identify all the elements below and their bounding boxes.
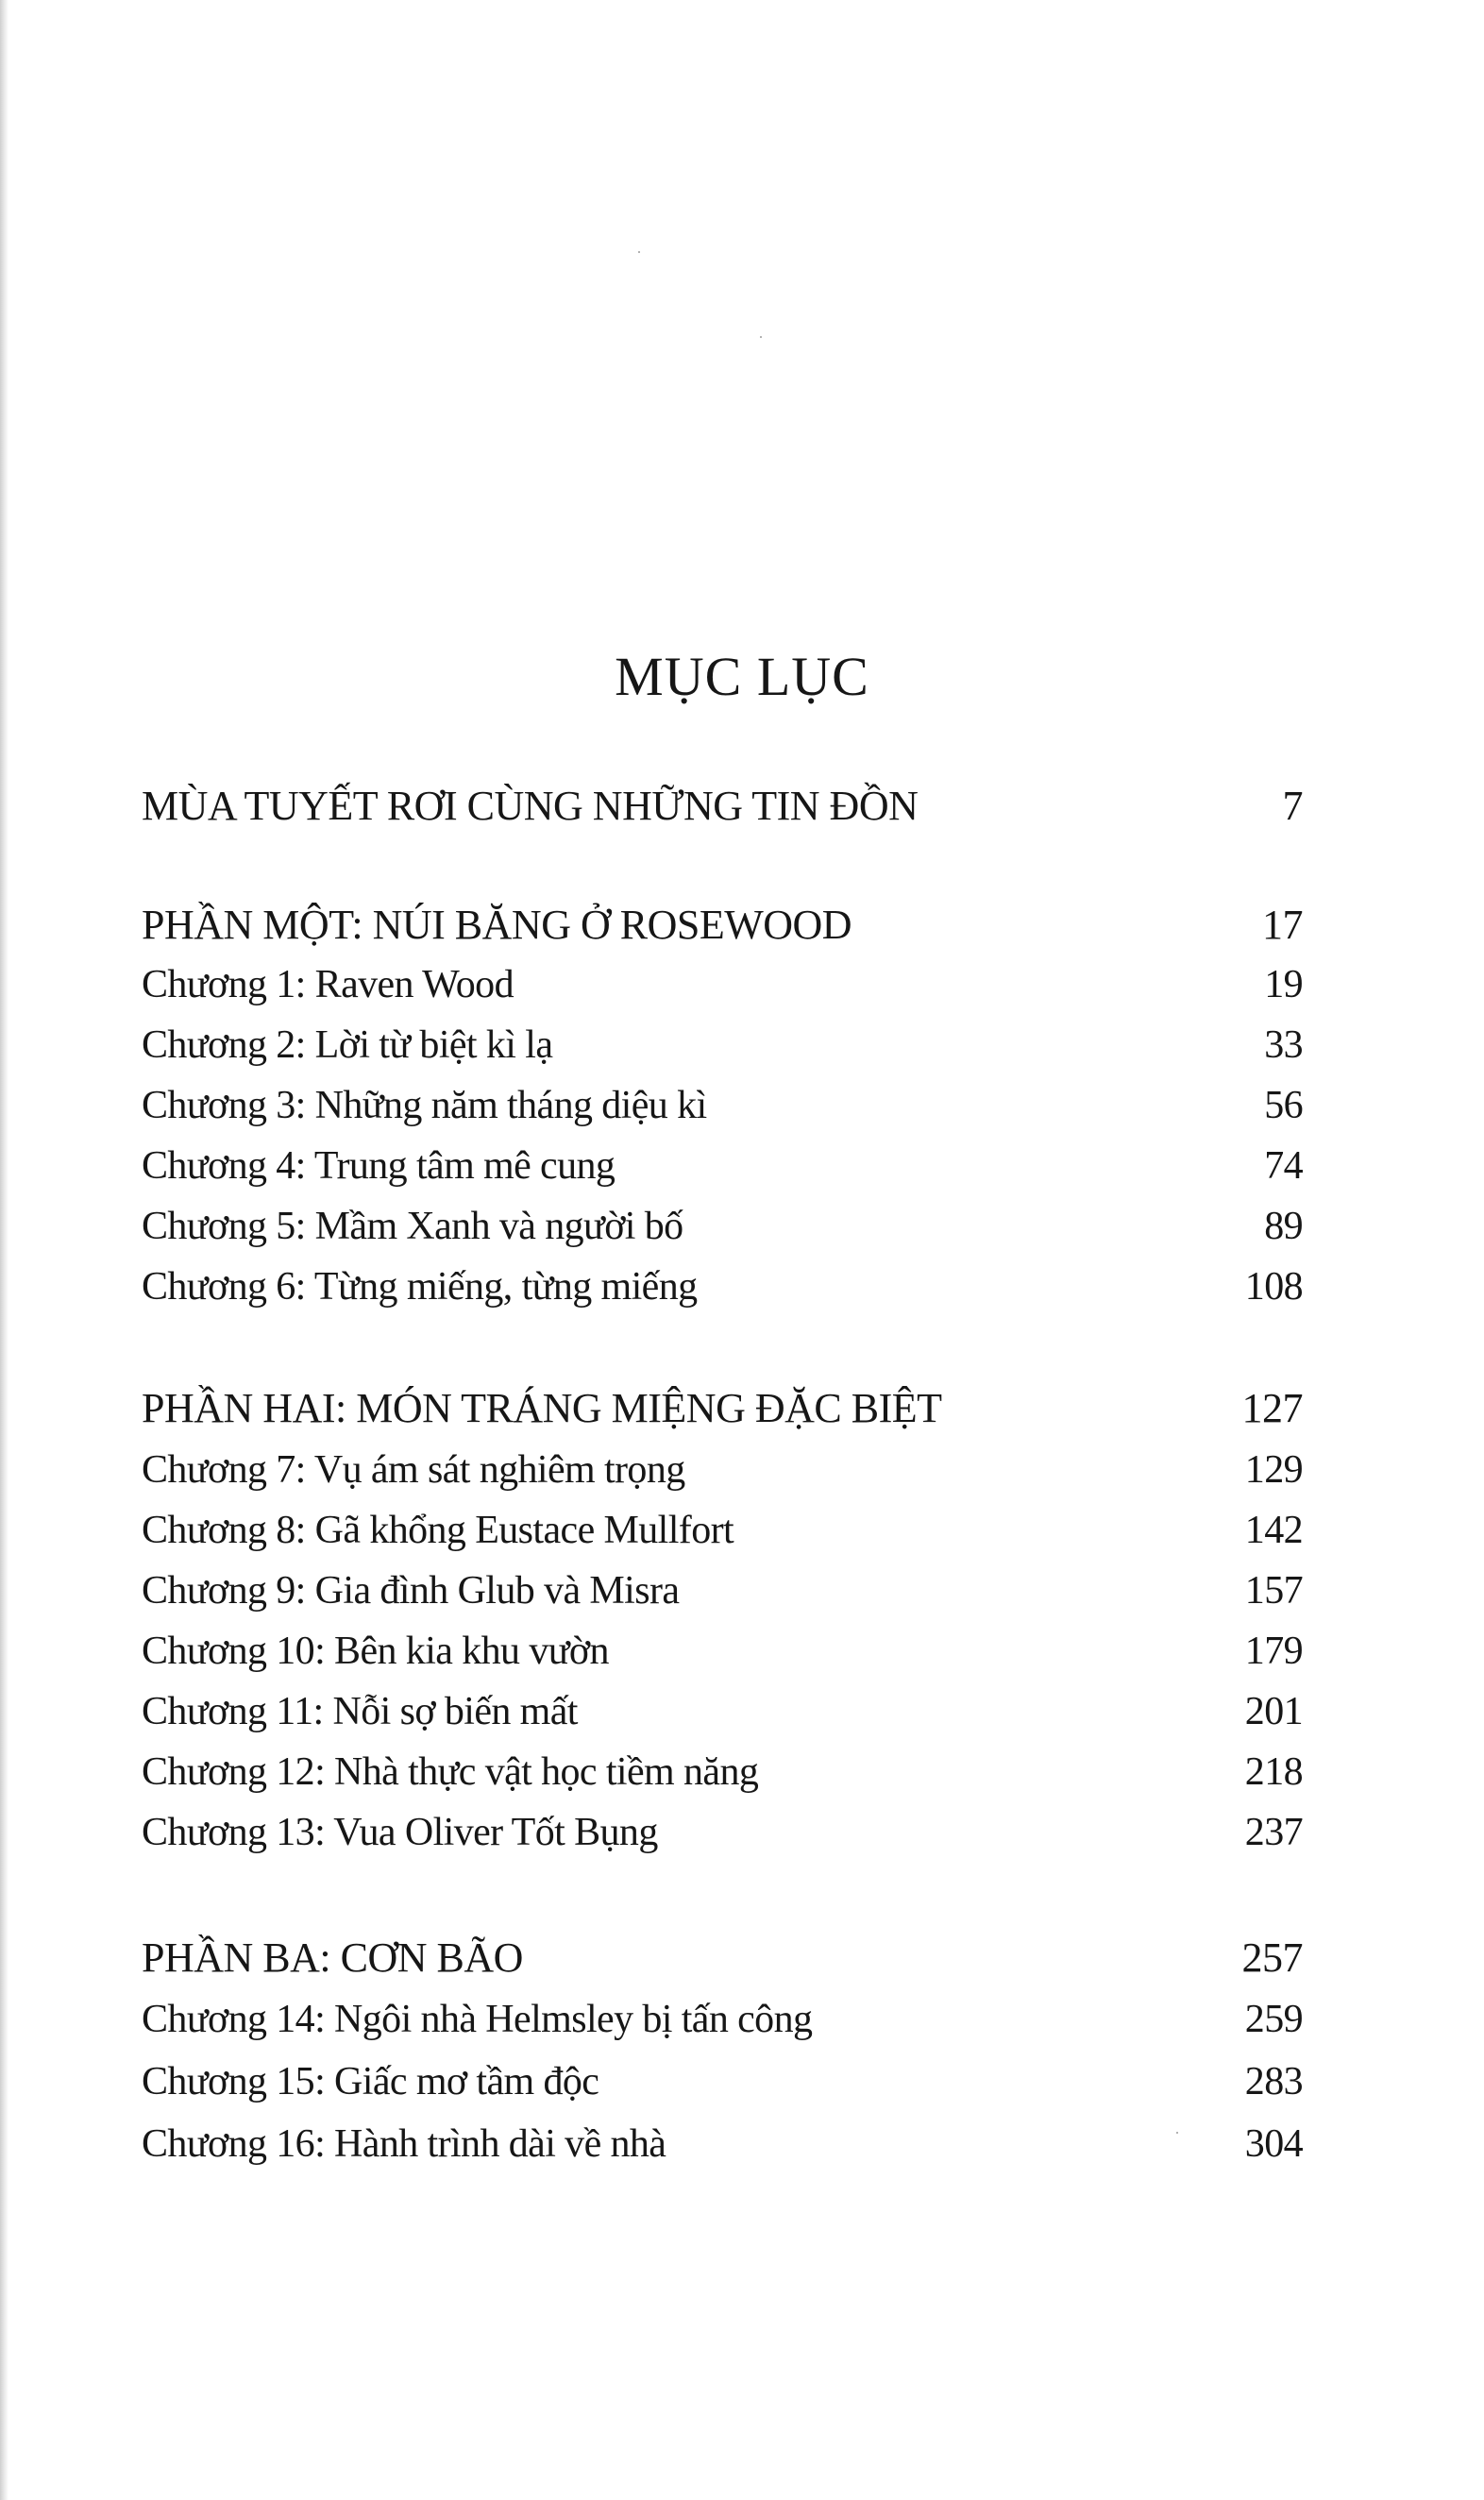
toc-chapter-3 [142,1086,1303,1125]
toc-chapter-13 [142,1813,1303,1852]
toc-chapter-5 [142,1207,1303,1246]
toc-part-3 [142,1934,1303,1981]
toc-prologue [142,785,1303,827]
toc-chapter-label: Chương 1: Raven Wood [142,963,514,1006]
toc-chapter-9 [142,1571,1303,1611]
toc-page-number: 283 [1244,2060,1303,2103]
toc-part-label: PHẦN BA: CƠN BÃO [142,1934,523,1981]
toc-chapter-label: Chương 3: Những năm tháng diệu kì [142,1084,707,1127]
toc-part-1 [142,904,1303,946]
toc-page-number: 74 [1264,1144,1303,1188]
toc-page-number: 17 [1262,902,1303,948]
toc-page-number: 129 [1244,1448,1303,1492]
toc-page-number: 127 [1241,1385,1303,1431]
toc-page-number: 179 [1244,1630,1303,1673]
toc-chapter-label: Chương 12: Nhà thực vật học tiềm năng [142,1750,759,1794]
toc-chapter-label: Chương 15: Giấc mơ tầm độc [142,2060,599,2103]
toc-chapter-label: Chương 5: Mầm Xanh và người bố [142,1205,683,1248]
toc-chapter-label: Chương 9: Gia đình Glub và Misra [142,1569,680,1613]
toc-chapter-label: Chương 8: Gã khổng Eustace Mullfort [142,1509,734,1552]
toc-page-number: 7 [1282,783,1303,829]
toc-chapter-10 [142,1631,1303,1671]
toc-chapter-6 [142,1267,1303,1307]
toc-chapter-label: Chương 11: Nỗi sợ biến mất [142,1690,578,1733]
toc-chapter-15 [142,2062,1303,2102]
toc-chapter-label: Chương 2: Lời từ biệt kì lạ [142,1023,553,1067]
toc-page-number: 142 [1244,1509,1303,1552]
toc-chapter-label: Chương 14: Ngôi nhà Helmsley bị tấn công [142,1998,813,2041]
page-title: MỤC LỤC [615,646,869,707]
toc-page-number: 33 [1264,1023,1303,1067]
dust-speck [638,251,640,253]
scan-edge-shadow [0,0,8,2500]
toc-chapter-1 [142,965,1303,1005]
dust-speck [760,336,762,338]
toc-part-label: PHẦN MỘT: NÚI BĂNG Ở ROSEWOOD [142,902,852,948]
toc-chapter-label: Chương 7: Vụ ám sát nghiêm trọng [142,1448,685,1492]
toc-chapter-2 [142,1025,1303,1065]
toc-chapter-label: Chương 6: Từng miếng, từng miếng [142,1265,698,1309]
toc-entry-label: MÙA TUYẾT RƠI CÙNG NHỮNG TIN ĐỒN [142,783,919,829]
toc-page-number: 56 [1264,1084,1303,1127]
toc-chapter-12 [142,1752,1303,1792]
toc-page-number: 89 [1264,1205,1303,1248]
toc-page-number: 108 [1244,1265,1303,1309]
toc-chapter-4 [142,1146,1303,1186]
toc-page-number: 201 [1244,1690,1303,1733]
toc-chapter-7 [142,1450,1303,1490]
toc-chapter-label: Chương 10: Bên kia khu vườn [142,1630,609,1673]
toc-chapter-label: Chương 13: Vua Oliver Tốt Bụng [142,1811,658,1854]
toc-page-number: 218 [1244,1750,1303,1794]
toc-chapter-14 [142,2000,1303,2039]
toc-page-number: 19 [1264,963,1303,1006]
toc-page-number: 304 [1244,2122,1303,2166]
toc-page-number: 157 [1244,1569,1303,1613]
toc-chapter-11 [142,1692,1303,1731]
toc-chapter-8 [142,1511,1303,1550]
toc-page-number: 237 [1244,1811,1303,1854]
toc-chapter-label: Chương 4: Trung tâm mê cung [142,1144,616,1188]
toc-page-number: 257 [1241,1934,1303,1981]
toc-chapter-16 [142,2124,1303,2164]
toc-chapter-label: Chương 16: Hành trình dài về nhà [142,2122,666,2166]
toc-page-number: 259 [1244,1998,1303,2041]
toc-part-label: PHẦN HAI: MÓN TRÁNG MIỆNG ĐẶC BIỆT [142,1385,942,1431]
toc-part-2 [142,1385,1303,1431]
